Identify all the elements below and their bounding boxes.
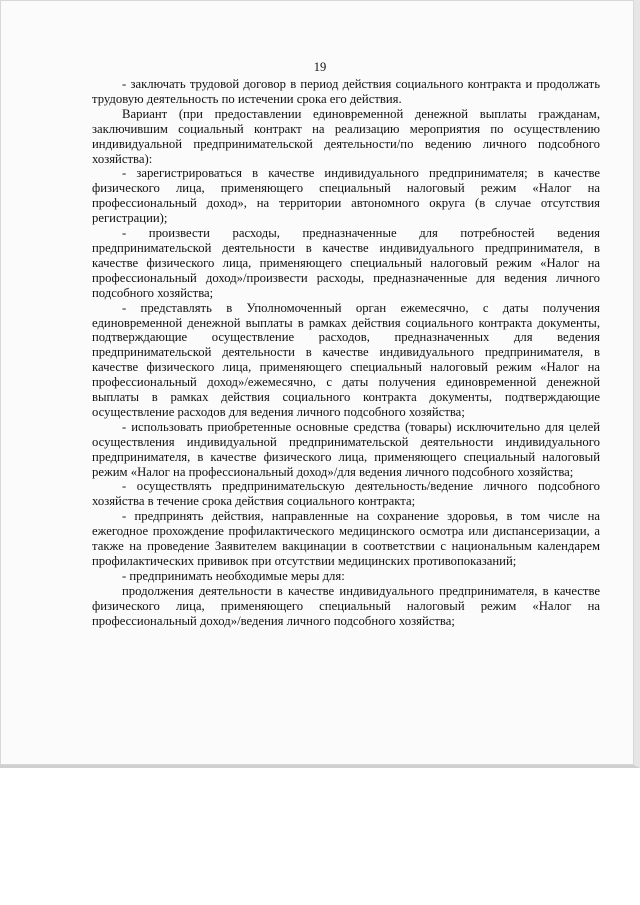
- page-number: 19: [313, 60, 327, 74]
- paragraph: продолжения деятельности в качестве индивидуального предпринимателя, в качестве физического лица, применяющего специальный налоговый режим «Налог на профессиональный доход»/ведения личного подсобного хозяйства;: [92, 583, 600, 628]
- paragraph: - зарегистрироваться в качестве индивидуального предпринимателя; в качестве физического лица, применяющего специальный налоговый режим «Налог на профессиональный доход», на территории автономного округа (в случае отсутствия регистрации);: [92, 166, 600, 226]
- paragraph: - осуществлять предпринимательскую деятельность/ведение личного подсобного хозяйства в течение срока действия социального контракта;: [92, 479, 600, 509]
- paragraph: - предпринять действия, направленные на сохранение здоровья, в том числе на ежегодное прохождение профилактического медицинского осмотра или диспансеризации, а также на проведение Заявителем вакцинации в соответствии с национальным календарем профилактических прививок при отсутствии медицинских противопоказаний;: [92, 509, 600, 568]
- paragraph: - предпринимать необходимые меры для:: [122, 568, 345, 583]
- document-body: [92, 77, 600, 629]
- paragraph: - произвести расходы, предназначенные для потребностей ведения предпринимательской деятельности в качестве индивидуального предпринимателя, в качестве физического лица, применяющего специальный налоговый режим «Налог на профессиональный доход»/произвести расходы, предназначенные для ведения личного подсобного хозяйства;: [92, 226, 600, 300]
- paragraph: - заключать трудовой договор в период действия социального контракта и продолжать трудовую деятельность по истечении срока его действия.: [92, 77, 600, 106]
- paragraph: - представлять в Уполномоченный орган ежемесячно, с даты получения единовременной денежной выплаты в рамках действия социального контракта документы, подтверждающие осуществление расходов, предназначенных для ведения предпринимательской деятельности в качестве индивидуального предпринимателя, в качестве физического лица, применяющего специальный налоговый режим «Налог на профессиональный доход»/ежемесячно, с даты получения единовременной денежной выплаты в рамках действия социального контракта документы, подтверждающие осуществление расходов для ведения личного подсобного хозяйства;: [92, 300, 600, 419]
- paragraph: - использовать приобретенные основные средства (товары) исключительно для целей осуществления индивидуальной предпринимательской деятельности индивидуального предпринимателя, в качестве физического лица, применяющего специальный налоговый режим «Налог на профессиональный доход»/для ведения личного подсобного хозяйства;: [92, 419, 600, 479]
- paragraph: Вариант (при предоставлении единовременной денежной выплаты гражданам, заключившим социальный контракт на реализацию мероприятия по осуществлению индивидуальной предпринимательской деятельности/по ведению личного подсобного хозяйства):: [92, 106, 600, 166]
